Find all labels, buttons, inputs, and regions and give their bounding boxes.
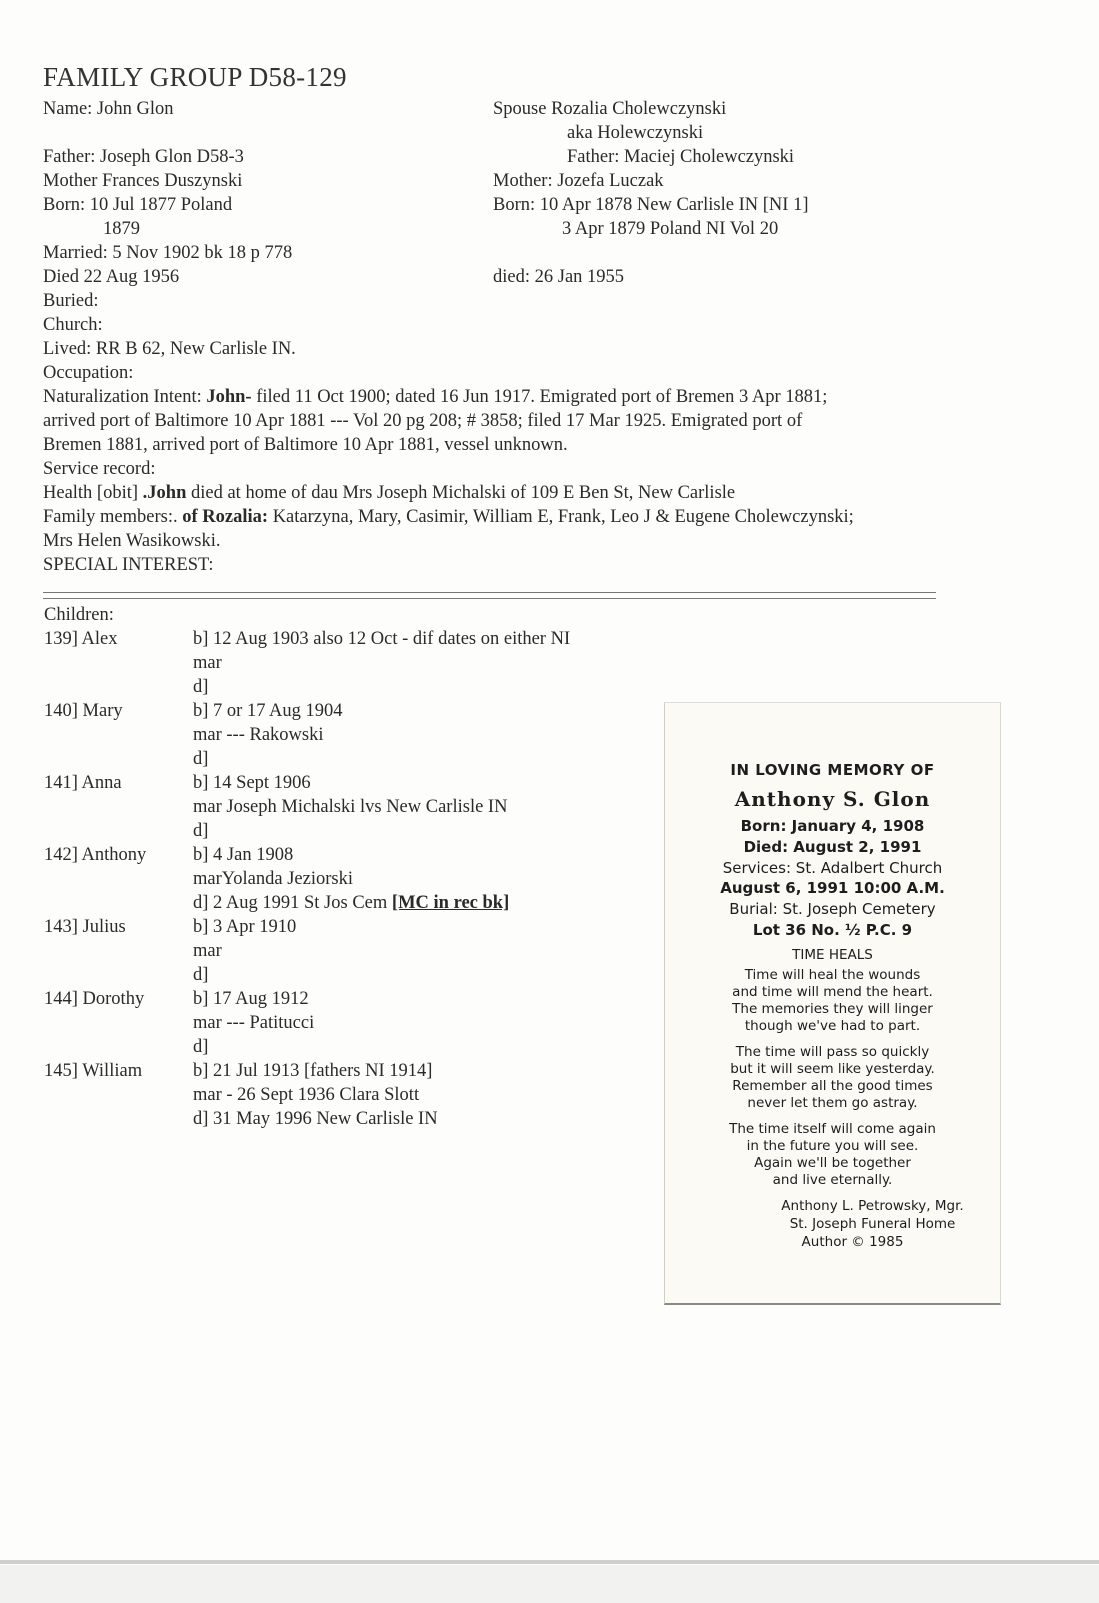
card-poem-title: TIME HEALS <box>792 947 873 963</box>
card-poem-line: Time will heal the wounds <box>744 967 921 983</box>
husband-born-alt: 1879 <box>103 219 140 239</box>
card-poem-line: The time itself will come again <box>729 1121 936 1137</box>
child-name: 143] Julius <box>44 917 126 937</box>
child-name: 141] Anna <box>44 773 122 793</box>
husband-lived: Lived: RR B 62, New Carlisle IN. <box>43 339 296 359</box>
family-members-line <box>43 505 854 529</box>
child-married: marYolanda Jeziorski <box>193 869 353 889</box>
child-born: b] 21 Jul 1913 [fathers NI 1914] <box>193 1061 433 1081</box>
health-text: died at home of dau Mrs Joseph Michalski of 109 E Ben St, New Carlisle <box>186 483 736 503</box>
child-died-line <box>193 891 509 915</box>
card-died: Died: August 2, 1991 <box>743 838 922 856</box>
husband-born: Born: 10 Jul 1877 Poland <box>43 195 233 215</box>
child-died: d] 31 May 1996 New Carlisle IN <box>193 1109 438 1129</box>
child-married: mar --- Patitucci <box>193 1013 315 1033</box>
child-married: mar Joseph Michalski lvs New Carlisle IN <box>193 797 508 817</box>
spouse-aka: aka Holewczynski <box>567 123 704 143</box>
child-died: d] <box>193 677 209 697</box>
husband-occupation: Occupation: <box>43 363 134 383</box>
husband-mother: Mother Frances Duszynski <box>43 171 243 191</box>
child-died: d] <box>193 965 209 985</box>
child-died: d] 2 Aug 1991 St Jos Cem <box>193 893 392 913</box>
spouse-born: Born: 10 Apr 1878 New Carlisle IN [NI 1] <box>493 195 809 215</box>
children-label: Children: <box>44 605 114 625</box>
child-born: b] 3 Apr 1910 <box>193 917 297 937</box>
child-married: mar <box>193 653 222 673</box>
spouse-name: Spouse Rozalia Cholewczynski <box>493 99 727 119</box>
section-divider <box>43 592 936 599</box>
husband-died: Died 22 Aug 1956 <box>43 267 180 287</box>
child-married: mar - 26 Sept 1936 Clara Slott <box>193 1085 420 1105</box>
health-label: Health [obit] <box>43 483 143 503</box>
husband-church: Church: <box>43 315 103 335</box>
card-burial: Burial: St. Joseph Cemetery <box>729 900 936 918</box>
card-born: Born: January 4, 1908 <box>740 817 925 835</box>
card-deceased-name: Anthony S. Glon <box>734 787 931 811</box>
card-poem-line: though we've had to part. <box>744 1018 921 1034</box>
spouse-died: died: 26 Jan 1955 <box>493 267 625 287</box>
card-poem-line: never let them go astray. <box>747 1095 918 1111</box>
child-died: d] <box>193 1037 209 1057</box>
card-author: Anthony L. Petrowsky, Mgr. <box>781 1198 964 1214</box>
child-died: d] <box>193 749 209 769</box>
record-book-link: [MC in rec bk] <box>391 893 510 913</box>
health-line <box>43 481 735 505</box>
husband-father: Father: Joseph Glon D58-3 <box>43 147 244 167</box>
card-poem-line: Remember all the good times <box>732 1078 933 1094</box>
child-name: 142] Anthony <box>44 845 147 865</box>
card-services-date: August 6, 1991 10:00 A.M. <box>720 879 945 897</box>
child-name: 140] Mary <box>44 701 123 721</box>
naturalization-subject: John- <box>206 387 252 407</box>
card-poem-line: in the future you will see. <box>746 1138 919 1154</box>
card-services: Services: St. Adalbert Church <box>722 859 943 877</box>
child-born: b] 17 Aug 1912 <box>193 989 309 1009</box>
card-poem-line: Again we'll be together <box>754 1155 911 1171</box>
family-members-subject: of Rozalia: <box>182 507 269 527</box>
card-poem-line: The memories they will linger <box>732 1001 933 1017</box>
naturalization-label: Naturalization Intent: <box>43 387 202 407</box>
page-bottom-margin <box>0 1565 1099 1603</box>
child-married: mar --- Rakowski <box>193 725 324 745</box>
card-poem-line: and live eternally. <box>772 1172 893 1188</box>
naturalization-line-3: Bremen 1881, arrived port of Baltimore 10 Apr 1881, vessel unknown. <box>43 435 568 455</box>
family-members-line-2: Mrs Helen Wasikowski. <box>43 531 221 551</box>
special-interest: SPECIAL INTEREST: <box>43 555 214 575</box>
card-copyright: Author © 1985 <box>801 1234 904 1250</box>
family-members-label: Family members:. <box>43 507 183 527</box>
child-name: 139] Alex <box>44 629 118 649</box>
child-born: b] 14 Sept 1906 <box>193 773 311 793</box>
child-born: b] 4 Jan 1908 <box>193 845 294 865</box>
husband-married: Married: 5 Nov 1902 bk 18 p 778 <box>43 243 293 263</box>
card-poem-line: but it will seem like yesterday. <box>730 1061 935 1077</box>
child-born: b] 7 or 17 Aug 1904 <box>193 701 343 721</box>
card-lot: Lot 36 No. ½ P.C. 9 <box>752 921 913 939</box>
child-married: mar <box>193 941 222 961</box>
husband-buried: Buried: <box>43 291 99 311</box>
spouse-father: Father: Maciej Cholewczynski <box>567 147 795 167</box>
card-poem-line: The time will pass so quickly <box>735 1044 930 1060</box>
card-poem-line: and time will mend the heart. <box>732 984 933 1000</box>
naturalization-line-2: arrived port of Baltimore 10 Apr 1881 --- Vol 20 pg 208; # 3858; filed 17 Mar 1925. Emigrated port of <box>43 411 803 431</box>
child-name: 145] William <box>44 1061 143 1081</box>
family-members-text: Katarzyna, Mary, Casimir, William E, Frank, Leo J & Eugene Cholewczynski; <box>268 507 854 527</box>
health-subject: .John <box>142 483 187 503</box>
service-record: Service record: <box>43 459 156 479</box>
spouse-born-alt: 3 Apr 1879 Poland NI Vol 20 <box>562 219 779 239</box>
page-title: FAMILY GROUP D58-129 <box>43 62 347 92</box>
memorial-card <box>664 702 1001 1305</box>
spouse-mother: Mother: Jozefa Luczak <box>493 171 664 191</box>
child-died: d] <box>193 821 209 841</box>
child-name: 144] Dorothy <box>44 989 145 1009</box>
page-edge <box>0 1560 1099 1564</box>
naturalization-text-1: filed 11 Oct 1900; dated 16 Jun 1917. Emigrated port of Bremen 3 Apr 1881; <box>251 387 828 407</box>
card-funeral-home: St. Joseph Funeral Home <box>789 1216 956 1232</box>
husband-name: Name: John Glon <box>43 99 174 119</box>
child-born: b] 12 Aug 1903 also 12 Oct - dif dates on either NI <box>193 629 571 649</box>
card-heading: IN LOVING MEMORY OF <box>730 761 935 779</box>
naturalization-line-1 <box>43 385 827 409</box>
